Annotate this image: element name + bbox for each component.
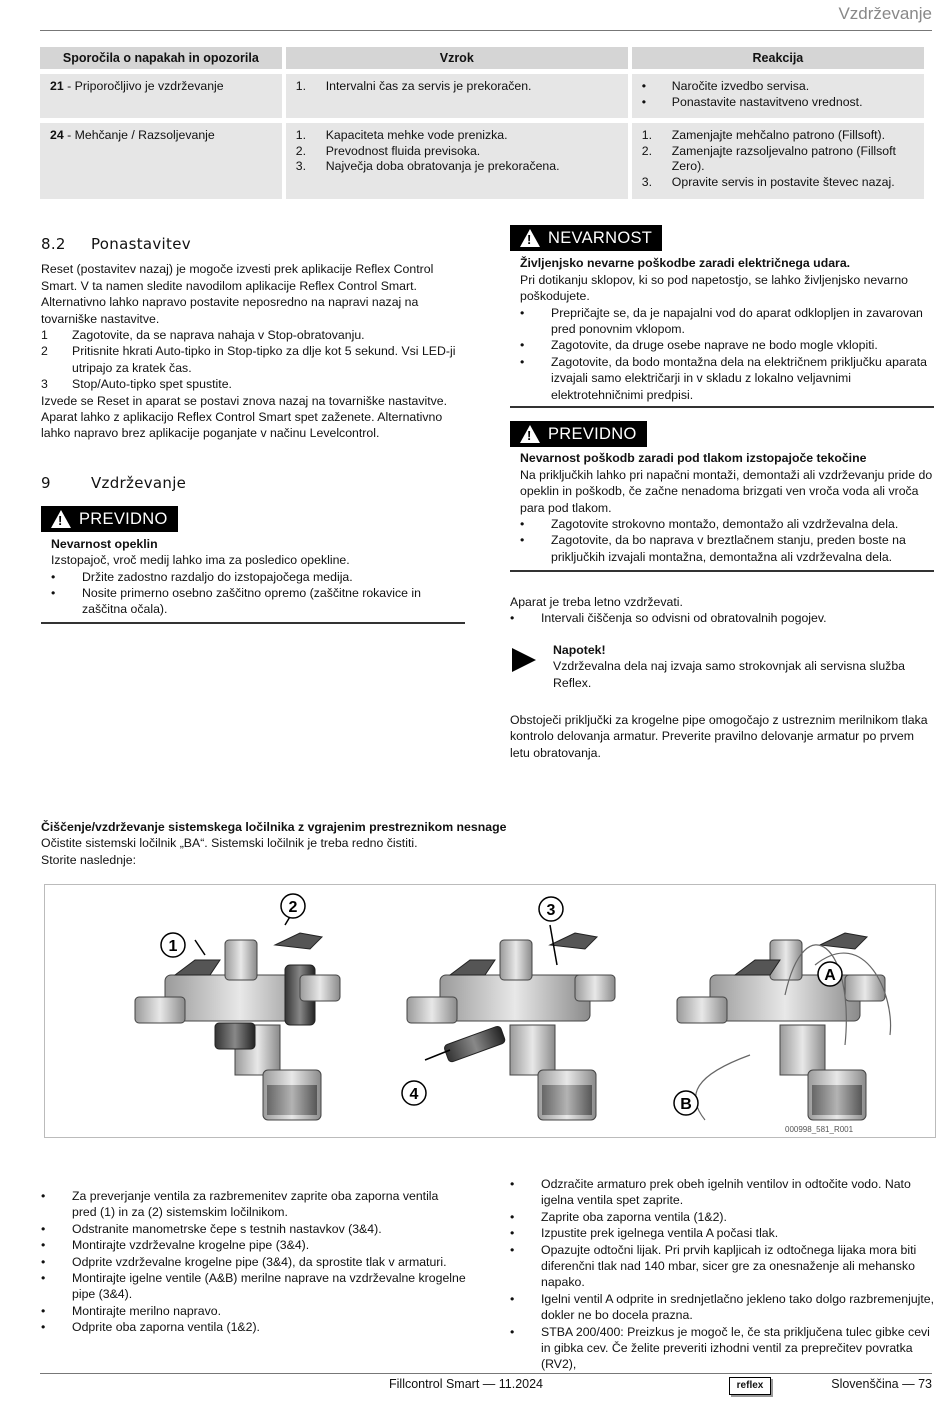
paragraph: Obstoječi priključki za krogelne pipe omogočajo z ustreznim merilnikom tlaka kontrolo delovanja armatur. Preverite pravilno delovanje armatur po prvem letu obratovanja. — [510, 713, 928, 760]
caution-label: ! PREVIDNO — [41, 506, 178, 532]
reaction-text: Zamenjajte mehčalno patrono (Fillsoft). — [671, 128, 886, 142]
heading-number: 9 — [41, 474, 51, 492]
error-table — [36, 44, 928, 199]
list-item: Montirajte merilno napravo. — [72, 1303, 221, 1318]
warning-icon — [520, 425, 540, 443]
list-marker: 1. — [295, 79, 306, 93]
step-text: Pritisnite hkrati Auto-tipko in Stop-tipko za dlje kot 5 sekund. Vsi LED-ji utripajo za kratek čas. — [72, 344, 456, 375]
list-marker: 2. — [295, 143, 306, 158]
reaction-text: Ponastavite nastavitveno vrednost. — [671, 94, 863, 109]
warning-title: Življenjsko nevarne poškodbe zaradi električnega udara. — [520, 256, 851, 271]
list-marker: 1. — [295, 128, 306, 142]
table-header: Reakcija — [632, 44, 924, 69]
callout-4 — [402, 1081, 426, 1105]
reaction-text: Opravite servis in postavite števec nazaj. — [671, 174, 895, 189]
caution-label: ! PREVIDNO — [510, 421, 647, 447]
list-marker: 3. — [641, 174, 653, 189]
section-heading — [41, 475, 466, 491]
steps-left — [41, 1188, 466, 1336]
bullet: • — [520, 533, 525, 548]
bullet: • — [41, 1320, 46, 1335]
warning-icon — [520, 229, 540, 247]
svg-text:4: 4 — [409, 1086, 419, 1103]
bullet: • — [41, 1303, 46, 1318]
warning-rule — [510, 570, 934, 572]
cause-text: Največja doba obratovanja je prekoračena. — [325, 159, 560, 173]
list-item: Montirajte igelne ventile (A&B) merilne naprave na vzdrževalne krogelne pipe (3&4). — [72, 1271, 466, 1302]
list-marker: • — [641, 94, 647, 109]
callout-a — [818, 962, 842, 986]
list-item: Montirajte vzdrževalne krogelne pipe (3&4). — [72, 1238, 310, 1253]
error-code: 21 — [50, 79, 64, 93]
callout-b — [674, 1091, 698, 1115]
paragraph: Očistite sistemski ločilnik „BA“. Sistemski ločilnik je treba redno čistiti. — [41, 836, 418, 851]
step-number: 2 — [41, 344, 48, 359]
maintenance-section — [41, 475, 466, 618]
reflex-logo: reflex — [729, 1377, 771, 1395]
reaction-text: Zamenjajte razsoljevalno patrono (Fillsoft Zero). — [671, 143, 896, 173]
danger-label: ! NEVARNOST — [510, 225, 662, 251]
note — [553, 642, 938, 691]
paragraph: Alternativno lahko napravo postavite neposredno na napravi nazaj na tovarniške nastavitve. — [41, 295, 419, 326]
warning-text: Izstopajoč, vroč medij lahko ima za posledico opekline. — [51, 553, 350, 568]
valve-assembly-3 — [677, 933, 891, 1120]
bullet: • — [510, 611, 515, 626]
table-header: Vzrok — [286, 44, 628, 69]
warning-text: Na priključkih lahko pri napačni montaži, demontaži ali vzdrževanju pride do opeklin in poškodb, če začne nenadoma brizgati ven vroča voda ali vroča para pod tlakom. — [520, 467, 933, 515]
valve-assembly-2 — [407, 925, 615, 1120]
list-item: Igelni ventil A odprite in srednjetlačno jekleno tako dolgo razbremenjujte, dokler ne bo docela prazna. — [541, 1291, 935, 1323]
bullet-text: Zagotovite strokovno montažo, demontažo ali vzdrževalna dela. — [551, 517, 899, 532]
list-marker: • — [641, 79, 647, 93]
heading-title: Ponastavitev — [91, 235, 191, 253]
bullet: • — [41, 1254, 46, 1269]
warning-text: Pri dotikanju sklopov, ki so pod napetostjo, se lahko življenjsko nevarno poškodujete. — [520, 272, 909, 304]
bullet-text: Zagotovite, da bodo montažna dela na električnem priključku aparata izvajali samo električarji in v skladu z lokalno veljavnimi elektrotehničnimi predpisi. — [551, 354, 927, 402]
list-marker: 3. — [295, 159, 306, 173]
list-item: Izpustite prek igelnega ventila A počasi tlak. — [541, 1226, 779, 1241]
strainer-title: Čiščenje/vzdrževanje sistemskega ločilnika z vgrajenim prestreznikom nesnage — [41, 820, 507, 834]
callout-2 — [281, 894, 305, 918]
bullet-text: Intervali čiščenja so odvisni od obratovalnih pogojev. — [541, 611, 827, 626]
bullet: • — [510, 1177, 515, 1191]
list-item: STBA 200/400: Preizkus je mogoč le, če sta priključena tulec gibke cevi in gibka cev. Če želite preveriti izhodni ventil za preprečitev povratka (RV2), — [541, 1324, 930, 1372]
list-item: Odstranite manometrske čepe s testnih nastavkov (3&4). — [72, 1221, 382, 1236]
bullet: • — [510, 1324, 515, 1339]
bullet: • — [520, 305, 525, 320]
warning-title: Nevarnost poškodb zaradi pod tlakom izstopajoče tekočine — [520, 451, 867, 466]
footer-page: Slovenščina — 73 — [831, 1377, 932, 1391]
heading-title: Vzdrževanje — [91, 474, 187, 492]
callout-1 — [161, 933, 185, 957]
note-text: Vzdrževalna dela naj izvaja samo strokovnjak ali servisna služba Reflex. — [553, 659, 905, 690]
error-code: 24 — [50, 128, 64, 142]
svg-text:2: 2 — [288, 899, 298, 916]
table-row — [40, 69, 924, 118]
step-text: Zagotovite, da se naprava nahaja v Stop-obratovanju. — [72, 328, 365, 343]
note-arrow-icon — [512, 648, 536, 672]
callout-3 — [539, 897, 563, 921]
list-item: Za preverjanje ventila za razbremenitev zaprite oba zaporna ventila pred (1) in za (2) sistemskim ločilnikom. — [72, 1189, 439, 1220]
annual-section — [510, 594, 935, 627]
section-header: Vzdrževanje — [838, 4, 932, 23]
bullet: • — [41, 1189, 46, 1203]
danger-section — [510, 225, 935, 403]
bullet: • — [510, 1226, 515, 1241]
svg-text:B: B — [680, 1096, 692, 1113]
table-header: Sporočila o napakah in opozorila — [40, 44, 282, 69]
list-item: Opazujte odtočni lijak. Pri prvih kapljicah iz odtočnega lijaka mora biti diferenčni tlak nad 140 mbar, sicer gre za onesnaženje ali mehansko napako. — [541, 1242, 917, 1290]
error-message: - Mehčanje / Razsoljevanje — [63, 128, 215, 142]
bullet-text: Prepričajte se, da je napajalni vod do aparat odklopljen in zavarovan pred ponovnim vklopom. — [551, 305, 923, 337]
error-message: - Priporočljivo je vzdrževanje — [63, 79, 224, 93]
bullet: • — [41, 1238, 46, 1253]
svg-text:1: 1 — [168, 938, 178, 955]
bullet: • — [41, 1271, 46, 1286]
bullet-text: Držite zadostno razdaljo do izstopajočega medija. — [82, 569, 353, 584]
bullet: • — [510, 1209, 515, 1224]
bullet: • — [520, 517, 525, 532]
cause-text: Kapaciteta mehke vode prenizka. — [325, 128, 508, 142]
header-rule — [40, 30, 932, 31]
warning-rule — [41, 622, 465, 624]
paragraph: Storite naslednje: — [41, 852, 137, 867]
note-title: Napotek! — [553, 643, 606, 657]
table-row — [40, 118, 924, 199]
list-item: Zaprite oba zaporna ventila (1&2). — [541, 1209, 727, 1224]
heading-number: 8.2 — [41, 235, 66, 253]
bullet: • — [51, 569, 56, 584]
bullet: • — [51, 586, 56, 601]
bullet: • — [520, 338, 525, 353]
warning-rule — [510, 406, 934, 408]
section-heading — [41, 236, 466, 252]
list-item: Odzračite armaturo prek obeh igelnih ventilov in odtočite vodo. Nato igelna ventila spet zaprite. — [541, 1177, 911, 1208]
reaction-text: Naročite izvedbo servisa. — [671, 79, 810, 93]
figure-code: 000998_581_R001 — [785, 1125, 854, 1134]
bullet: • — [520, 354, 525, 369]
svg-text:3: 3 — [546, 902, 556, 919]
reset-section — [41, 236, 466, 442]
cause-text: Intervalni čas za servis je prekoračen. — [325, 79, 532, 93]
footer-document: Fillcontrol Smart — 11.2024 — [389, 1377, 543, 1391]
valve-figure — [44, 884, 936, 1138]
bullet-text: Nosite primerno osebno zaščitno opremo (zaščitne rokavice in zaščitna očala). — [82, 586, 422, 617]
bullet: • — [510, 1291, 515, 1306]
paragraph: Aparat je treba letno vzdrževati. — [510, 595, 683, 609]
warning-icon — [51, 510, 71, 528]
paragraph: Izvede se Reset in aparat se postavi znova nazaj na tovarniške nastavitve. Aparat lahko z aplikacijo Reflex Control Smart spet zaženete. Alternativno lahko napravo brez aplikacije poganjate v načinu Levelcontrol. — [41, 393, 448, 441]
list-marker: 1. — [641, 128, 653, 142]
paragraph: Reset (postavitev nazaj) je mogoče izvesti prek aplikacije Reflex Control Smart. V ta namen sledite navodilom aplikacije Reflex Control Smart. — [41, 262, 434, 293]
list-item: Odprite vzdrževalne krogelne pipe (3&4), da sprostite tlak v armaturi. — [72, 1254, 447, 1269]
valve-diagram — [45, 885, 935, 1137]
steps-right — [510, 1176, 935, 1373]
step-number: 3 — [41, 377, 48, 392]
warning-title: Nevarnost opeklin — [51, 536, 158, 551]
bullet: • — [41, 1221, 46, 1236]
step-number: 1 — [41, 328, 48, 343]
caution-section — [510, 421, 935, 565]
list-item: Odprite oba zaporna ventila (1&2). — [72, 1320, 260, 1335]
bullet-text: Zagotovite, da bo naprava v breztlačnem stanju, preden boste na priključkih izvajali montažna, demontažna ali vzdrževalna dela. — [551, 533, 906, 564]
svg-text:A: A — [824, 967, 836, 984]
bullet-text: Zagotovite, da druge osebe naprave ne bodo mogle vklopiti. — [551, 338, 878, 353]
footer-rule — [40, 1373, 932, 1374]
step-text: Stop/Auto-tipko spet spustite. — [72, 377, 232, 392]
strainer-section — [41, 819, 941, 868]
cause-text: Prevodnost fluida previsoka. — [325, 143, 481, 158]
bullet: • — [510, 1242, 515, 1257]
list-marker: 2. — [641, 143, 653, 158]
